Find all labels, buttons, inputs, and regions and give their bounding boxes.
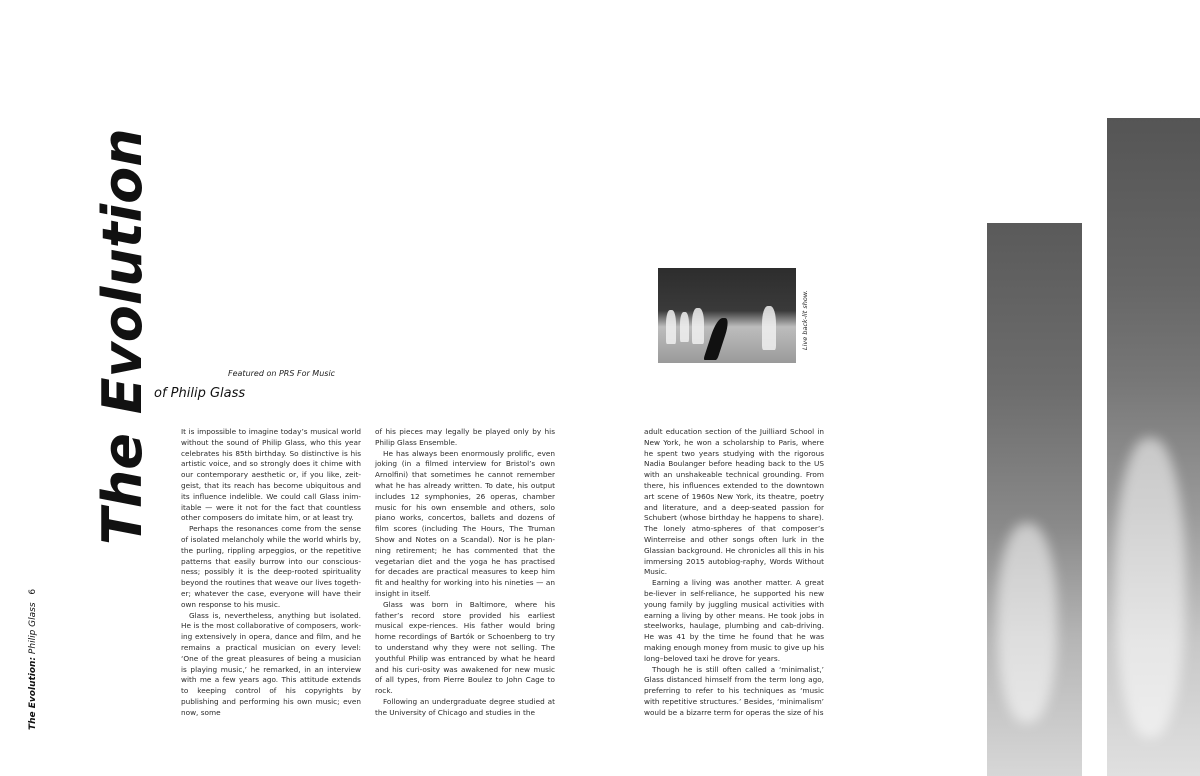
article-subtitle: of Philip Glass [154,386,246,401]
photo-figure [666,310,676,344]
running-head-name: Philip Glass [28,602,38,655]
photo-figure [762,306,776,350]
paragraph: He has always been enormously prolific, even joking (in a filmed interview for Bristol’s own Arnolfini) that sometimes he cannot remember what he has already written. To date, his output includes 12 symphonies, 26 operas, chamber music for his own ensemble and others, solo piano works, concertos, ballets and dozens of film scores (including The Hours, The Truman Show and Notes on a Scandal). Nor is he plan-ning retirement; he has commented that the vegetarian diet and the yoga he has practised for decades are practical measures to keep him fit and healthy for working into his nineties — an insight in itself. [375,448,555,598]
text-column-1 [181,427,361,719]
photo-ghost-figure [1115,438,1185,738]
paragraph: of his pieces may legally be played only by his Philip Glass Ensemble. [375,427,555,447]
paragraph: Glass was born in Baltimore, where his father’s record store provided his earliest musical expe-riences. His father would bring home recordings of Bartók or Schoenberg to try to understand why they were not selling. The youthful Philip was entranced by what he heard and his curi-osity was awakened for new music of all types, from Pierre Boulez to John Cage to rock. [375,599,555,696]
paragraph: Perhaps the resonances come from the sense of isolated melancholy while the world whirls by, the purling, rippling arpeggios, or the repetitive patterns that easily burrow into our conscious-ness; possibly it is the deep-rooted spirituality beyond the routines that weave our lives togeth-er; whatever the case, everyone will have their own response to his music. [181,524,361,609]
paragraph: It is impossible to imagine today’s musical world without the sound of Philip Glass, who this year celebrates his 85th birthday. So distinctive is his artistic voice, and so strongly does it chime with our contemporary aesthetic or, if you like, zeit-geist, that its reach has become ubiquitous and its influence indelible. We could call Glass inim-itable — were it not for the fact that countless other composers do imitate him, or at least try. [181,427,361,523]
text-column-3 [644,427,824,719]
paragraph: Following an undergraduate degree studied at the University of Chicago and studies in the [375,696,555,717]
paragraph: adult education section of the Juilliard School in New York, he won a scholarship to Paris, where he spent two years studying with the rigorous Nadia Boulanger before heading back to the US with an unshakeable technical grounding. From there, his influences extended to the downtown art scene of 1960s New York, its theatre, poetry and literature, and a deep-seated passion for Schubert (whose birthday he happens to share). The lonely atmo-spheres of that composer’s Winterreise and other songs often lurk in the Glassian background. He chronicles all this in his immersing 2015 autobiog-raphy, Words Without Music. [644,427,824,577]
photo-strip-left [987,223,1082,776]
paragraph: Earning a living was another matter. A great be-liever in self-reliance, he supported his new young family by juggling musical activities with earning a living by other means. He took jobs in steelworks, haulage, plumbing and cab-driving. He was 41 by the time he found that he was making enough money from music to give up his long–beloved taxi he drove for years. [644,578,824,663]
photo-dancer [703,318,731,360]
photo-figure [692,308,704,344]
running-head [28,589,38,730]
paragraph: Glass is, nevertheless, anything but isolated. He is the most collaborative of composers, work-ing extensively in opera, dance and film, and he remains a practical musician on every level: ‘One of the great pleasures of being a musician is playing music,’ he remarked, in an interview with me a few years ago. This attitude extends to keeping control of his copyrights by publishing and performing his own music; even now, some [181,610,361,717]
text-column-2 [375,427,555,719]
article-title: The Evolution [91,128,154,545]
stage-photo [658,268,796,363]
photo-ghost-figure [997,523,1057,723]
photo-caption: Live back-lit show. [801,290,809,350]
photo-strip-right [1107,118,1200,776]
page-number: 6 [28,588,38,595]
featured-credit: Featured on PRS For Music [228,369,336,378]
running-head-title: The Evolution: [28,656,38,730]
photo-figure [680,312,689,342]
paragraph: Though he is still often called a ‘minimalist,’ Glass distanced himself from the term long ago, preferring to refer to his techniques as ‘music with repetitive structures.’ Besides, ‘minimalism’ would be a bizarre term for operas the size of his [644,664,824,717]
